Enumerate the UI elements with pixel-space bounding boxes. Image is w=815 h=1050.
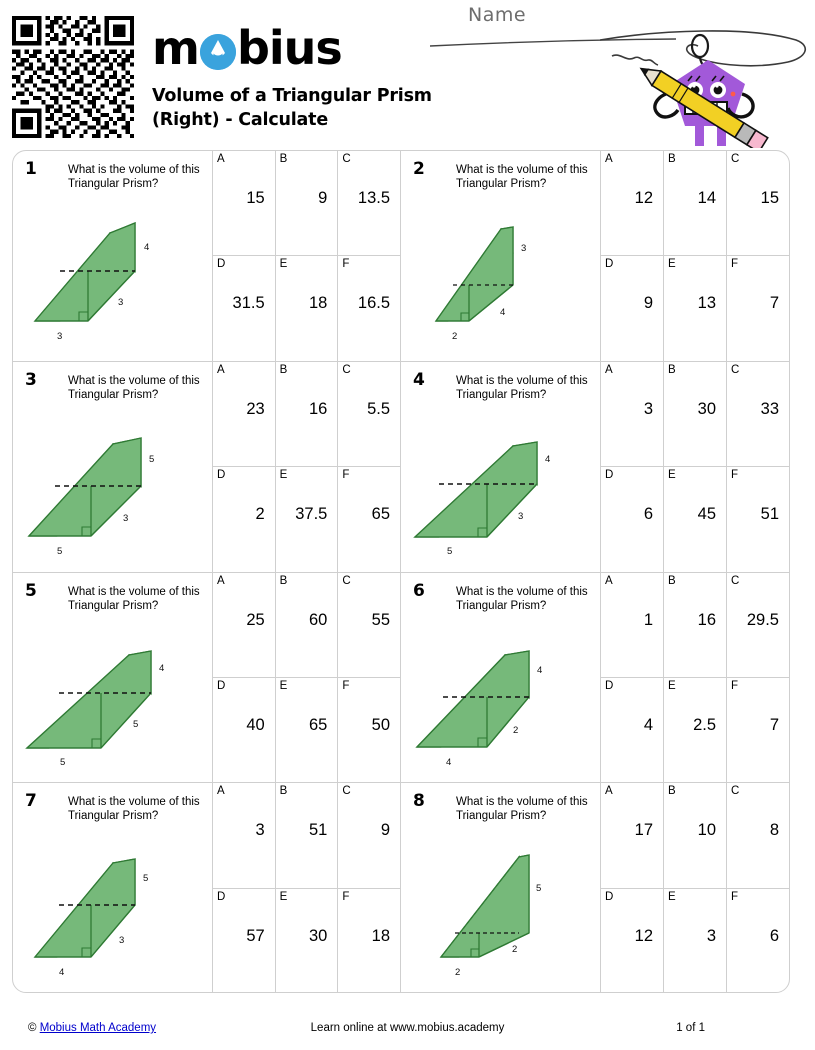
answer-value: 1 [643,610,653,629]
answer-row-bottom [213,889,400,993]
question-row [13,783,789,993]
question-body-3 [13,362,213,572]
answer-option-d[interactable] [601,467,664,571]
answer-option-b[interactable] [276,573,339,677]
answer-grid-7 [213,783,400,993]
answer-option-f[interactable] [338,889,400,993]
answer-value: 13.5 [357,189,391,207]
qr-code-icon[interactable] [12,16,134,138]
dim-base: 2 [455,967,461,979]
question-body-6 [401,573,601,783]
answer-option-a[interactable] [601,783,664,888]
answer-value: 31.5 [232,294,265,313]
answer-option-a[interactable] [601,362,664,466]
answer-value: 9 [380,821,391,840]
answer-row-top [601,573,789,678]
answer-option-f[interactable] [727,678,789,782]
answer-value: 50 [371,715,391,734]
answer-grid-1 [213,151,400,361]
mobius-droplet-icon [200,34,236,70]
question-body-1 [13,151,213,361]
answer-letter: A [217,153,225,165]
answer-letter: D [605,469,614,482]
answer-letter: E [279,679,288,692]
dim-height: 4 [144,242,150,253]
answer-option-b[interactable] [276,151,339,255]
answer-option-b[interactable] [664,783,727,888]
question-number: 8 [413,791,425,812]
answer-letter: A [605,363,613,376]
answer-option-c[interactable] [338,362,400,466]
answer-value: 16.5 [357,294,391,313]
answer-value: 16 [308,399,328,418]
answer-letter: E [279,469,288,482]
answer-option-d[interactable] [601,256,664,360]
answer-row-bottom [601,678,789,782]
answer-letter: A [605,574,613,587]
answer-grid-4 [601,362,789,572]
answer-letter: C [342,363,351,376]
answer-value: 17 [634,821,653,840]
answer-letter: A [217,785,225,798]
answer-option-d[interactable] [213,678,276,782]
brand-block [152,20,432,132]
answer-letter: E [279,891,288,904]
question-prompt: What is the volume of this Triangular Prism? [456,796,588,823]
answer-letter: D [217,258,226,271]
question-number: 4 [413,369,425,390]
answer-letter: F [731,258,739,271]
question-number: 1 [25,159,37,179]
question-cell-7 [13,783,401,993]
answer-letter: A [217,574,225,587]
answer-letter: E [668,469,676,482]
answer-value: 2 [255,505,265,524]
answer-value: 25 [246,610,265,629]
question-body-5 [13,573,213,783]
question-body-7 [13,783,213,993]
answer-value: 15 [246,189,265,207]
page-header [0,0,815,146]
answer-option-d[interactable] [601,889,664,993]
dim-depth: 2 [513,724,519,736]
logo-text-prefix: m [152,21,199,75]
answer-option-f[interactable] [338,256,400,360]
dim-depth: 3 [118,297,124,308]
question-number: 2 [413,159,425,179]
answer-row-top [601,362,789,467]
answer-value: 65 [308,715,328,734]
answer-grid-8 [601,783,789,993]
dim-height: 5 [143,873,149,885]
answer-value: 5.5 [367,399,391,418]
answer-option-e[interactable] [664,256,727,360]
dim-base: 4 [59,967,65,979]
question-prompt: What is the volume of this Triangular Prism? [456,374,588,401]
answer-letter: F [342,891,350,904]
answer-option-b[interactable] [276,362,339,466]
answer-grid-6 [601,573,789,783]
answer-option-d[interactable] [213,467,276,571]
answer-letter: E [668,258,676,271]
answer-option-c[interactable] [727,362,789,466]
answer-option-e[interactable] [276,256,339,360]
answer-option-a[interactable] [213,783,276,888]
answer-option-a[interactable] [601,151,664,255]
answer-option-f[interactable] [338,678,400,782]
answer-letter: F [731,679,739,692]
answer-row-bottom [601,889,789,993]
dim-base: 4 [446,756,452,768]
answer-value: 7 [769,715,779,734]
answer-value: 12 [634,927,653,946]
answer-value: 8 [769,821,779,840]
answer-option-b[interactable] [276,783,339,888]
answer-value: 23 [246,399,265,418]
footer-tagline: Learn online at www.mobius.academy [310,1022,505,1034]
answer-letter: C [342,785,351,798]
answer-letter: B [279,574,288,587]
answer-value: 33 [760,399,779,418]
answer-value: 3 [706,927,716,946]
answer-row-top [601,783,789,889]
question-prompt: What is the volume of this Triangular Prism? [68,164,200,190]
answer-option-f[interactable] [727,256,789,360]
dim-base: 5 [447,545,453,557]
dim-depth: 3 [518,510,524,522]
answer-value: 12 [634,189,653,207]
answer-value: 6 [769,927,779,946]
answer-value: 9 [318,189,328,207]
copyright-symbol: © [28,1022,37,1034]
answer-option-c[interactable] [727,151,789,255]
dim-height: 3 [521,243,527,254]
answer-option-c[interactable] [727,573,789,677]
answer-grid-2 [601,151,789,361]
answer-option-a[interactable] [601,573,664,677]
answer-letter: B [279,363,288,376]
answer-value: 18 [308,294,328,313]
prism-figure-8 [401,825,601,985]
answer-value: 14 [697,189,716,207]
dim-depth: 4 [500,307,506,318]
answer-letter: C [342,153,351,165]
dim-base: 5 [60,756,66,768]
answer-option-f[interactable] [338,467,400,571]
answer-letter: C [731,785,740,798]
question-cell-6 [401,573,789,783]
footer-page-number: 1 of 1 [676,1022,705,1034]
answer-letter: F [342,258,350,271]
answer-row-top [213,151,400,256]
answer-letter: C [731,574,740,587]
dim-height: 5 [536,883,542,895]
answer-letter: C [731,363,740,376]
logo-text-suffix: bius [236,21,342,75]
answer-value: 6 [643,505,653,524]
prism-figure-5 [13,615,213,775]
dim-height: 4 [537,664,543,676]
answer-letter: E [668,891,676,904]
mascot-pentagon-pencil-icon [600,8,815,148]
page-footer [0,1022,815,1046]
dim-depth: 3 [123,512,129,524]
prism-figure-3 [13,404,213,564]
answer-letter: F [731,469,739,482]
answer-letter: C [731,153,740,165]
answer-letter: A [605,153,613,165]
answer-letter: E [279,258,288,271]
question-row [13,573,789,784]
answer-option-f[interactable] [727,467,789,571]
answer-row-top [213,783,400,889]
answer-value: 55 [371,610,391,629]
answer-letter: D [217,679,226,692]
answer-value: 15 [760,189,779,207]
dim-height: 4 [545,453,551,465]
page-title: Volume of a Triangular Prism (Right) - Calculate [152,86,432,130]
answer-letter: B [668,153,676,165]
answer-letter: D [605,679,614,692]
question-cell-3 [13,362,401,572]
question-cell-4 [401,362,789,572]
answer-letter: A [605,785,613,798]
question-body-4 [401,362,601,572]
answer-value: 4 [643,715,653,734]
answer-option-a[interactable] [213,151,276,255]
question-cell-5 [13,573,401,783]
prism-figure-1 [13,193,213,353]
answer-option-e[interactable] [664,889,727,993]
prism-figure-7 [13,825,213,985]
answer-value: 13 [697,294,716,313]
answer-row-bottom [601,256,789,360]
question-number: 3 [25,369,37,390]
dim-depth: 3 [119,935,125,947]
answer-row-top [601,151,789,256]
prism-figure-6 [401,615,601,775]
answer-letter: D [605,891,614,904]
prism-figure-4 [401,404,601,564]
answer-value: 18 [371,927,391,946]
name-label: Name [468,4,527,26]
answer-option-c[interactable] [338,783,400,888]
answer-option-b[interactable] [664,573,727,677]
answer-grid-3 [213,362,400,572]
answer-value: 3 [255,821,265,840]
worksheet-grid [12,150,790,993]
answer-letter: C [342,574,351,587]
answer-option-e[interactable] [276,678,339,782]
answer-option-b[interactable] [664,362,727,466]
answer-option-e[interactable] [664,678,727,782]
answer-row-top [213,362,400,467]
answer-letter: D [217,891,226,904]
answer-value: 2.5 [693,715,716,734]
prism-figure-2 [401,193,601,353]
question-prompt: What is the volume of this Triangular Prism? [456,164,588,190]
question-number: 7 [25,791,37,812]
question-prompt: What is the volume of this Triangular Prism? [68,374,200,401]
answer-letter: F [342,679,350,692]
answer-value: 37.5 [295,505,328,524]
answer-option-c[interactable] [727,783,789,888]
answer-letter: D [605,258,614,271]
question-number: 6 [413,580,425,601]
answer-value: 3 [643,399,653,418]
question-row [13,151,789,362]
answer-option-e[interactable] [276,889,339,993]
answer-row-top [213,573,400,678]
answer-row-bottom [601,467,789,571]
question-prompt: What is the volume of this Triangular Prism? [68,796,200,823]
answer-value: 40 [246,715,265,734]
dim-height: 4 [159,662,165,674]
question-cell-2 [401,151,789,361]
answer-option-e[interactable] [664,467,727,571]
answer-letter: E [668,679,676,692]
dim-height: 5 [149,453,155,465]
answer-value: 9 [643,294,653,313]
dim-depth: 2 [512,944,518,956]
answer-row-bottom [213,678,400,782]
answer-value: 7 [769,294,779,313]
dim-base: 2 [452,331,458,342]
dim-base: 5 [57,545,63,557]
answer-letter: B [668,363,676,376]
question-cell-8 [401,783,789,993]
answer-value: 30 [697,399,716,418]
answer-letter: F [731,891,739,904]
answer-option-d[interactable] [213,256,276,360]
answer-value: 65 [371,505,391,524]
question-body-8 [401,783,601,993]
question-prompt: What is the volume of this Triangular Prism? [68,585,200,612]
answer-value: 57 [246,927,265,946]
answer-value: 51 [308,821,328,840]
answer-value: 51 [760,505,779,524]
question-prompt: What is the volume of this Triangular Prism? [456,585,588,612]
answer-option-a[interactable] [213,362,276,466]
answer-row-bottom [213,256,400,360]
question-number: 5 [25,580,37,601]
answer-option-d[interactable] [601,678,664,782]
answer-letter: B [668,785,676,798]
answer-letter: B [279,785,288,798]
question-body-2 [401,151,601,361]
answer-value: 45 [697,505,716,524]
answer-option-b[interactable] [664,151,727,255]
answer-option-c[interactable] [338,151,400,255]
answer-value: 10 [697,821,716,840]
mobius-logo [152,20,432,76]
answer-letter: A [217,363,225,376]
answer-value: 29.5 [746,610,779,629]
mobius-math-academy-link[interactable]: Mobius Math Academy [39,1022,157,1034]
answer-letter: B [279,153,288,165]
answer-option-f[interactable] [727,889,789,993]
answer-value: 30 [308,927,328,946]
answer-grid-5 [213,573,400,783]
answer-letter: D [217,469,226,482]
dim-depth: 5 [133,718,139,730]
question-cell-1 [13,151,401,361]
answer-value: 60 [308,610,328,629]
answer-letter: B [668,574,676,587]
answer-letter: F [342,469,350,482]
dim-base: 3 [57,331,63,342]
question-row [13,362,789,573]
answer-row-bottom [213,467,400,571]
answer-option-a[interactable] [213,573,276,677]
answer-option-d[interactable] [213,889,276,993]
answer-value: 16 [697,610,716,629]
answer-option-e[interactable] [276,467,339,571]
answer-option-c[interactable] [338,573,400,677]
